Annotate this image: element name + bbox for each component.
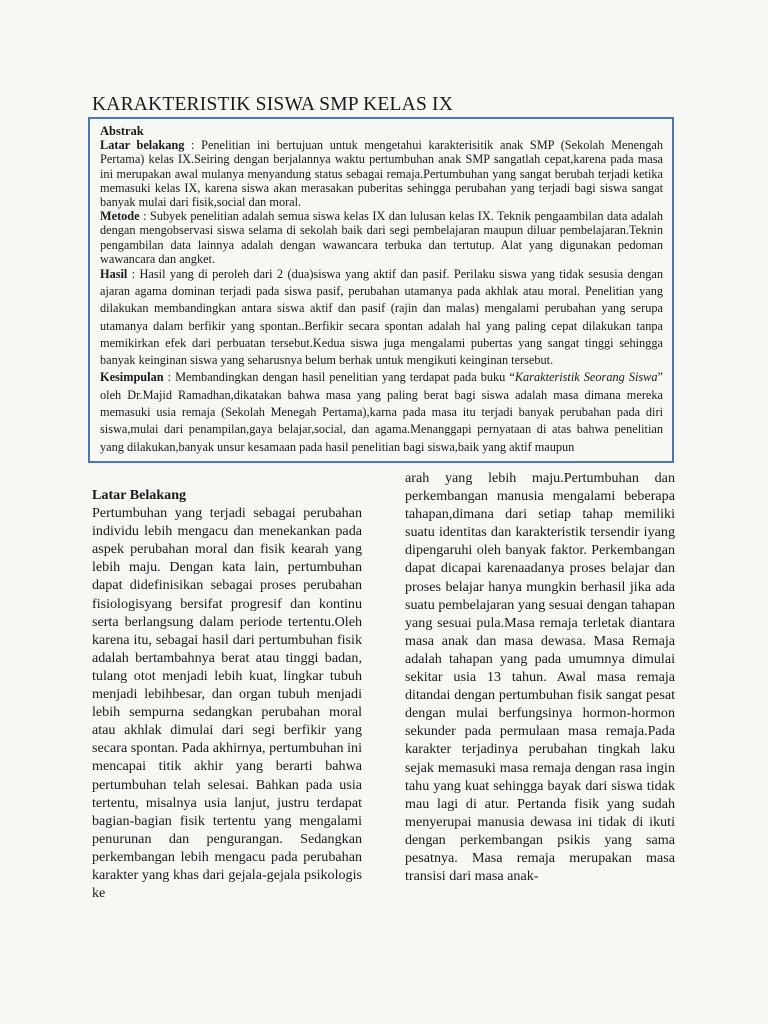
hasil-label: Hasil [100, 267, 128, 282]
abstract-hasil [100, 266, 663, 369]
right-column-text: arah yang lebih maju.Pertumbuhan dan perkembangan manusia mengalami beberapa tahapan,dimana dari setiap tahap memiliki suatu identitas dan karakteristik tersendir iyang dipengaruhi oleh banyak faktor. Perkembangan dapat dicapai karenaadanya proses belajar dan proses belajar hanya mungkin berhasil jika ada suatu pembelajaran yang sesuai dengan tahapan yang sesuai pula.Masa remaja terletak diantara masa anak dan masa dewasa. Masa Remaja adalah tahapan yang pada umumnya dimulai sekitar usia 13 tahun. Awal masa remaja ditandai dengan pertumbuhan fisik sangat pesat dengan mulai berfungsinya hormon-hormon sekunder pada permulaan masa remaja.Pada karakter terjadinya perubahan tingkah laku sejak memasuki masa remaja dengan rasa ingin tahu yang kuat sehingga bayak dari siswa tidak mau lagi di atur. Pertanda fisik yang sudah menyerupai manusia dewasa ini tidak di ikuti dengan perkembangan psikis yang sama pesatnya. Masa remaja merupakan masa transisi dari masa anak- [405, 470, 675, 885]
abstract-heading: Abstrak [100, 124, 144, 138]
abstract-metode [100, 209, 663, 266]
right-column [405, 469, 675, 919]
metode-text: : Subyek penelitian adalah semua siswa kelas IX dan lulusan kelas IX. Teknik pengaambilan data adalah dengan mengobservasi siswa selama di sekolah baik dari segi pembelajaran maupun diluar pembelajaran.Teknin pengambilan data lainnya adalah dengan wawancara terbuka dan tertutup. Alat yang digunakan pedoman wawancara dan angket. [100, 209, 663, 266]
kesimpulan-text-a: : Membandingkan dengan hasil penelitian yang terdapat pada buku “ [163, 370, 515, 385]
metode-label: Metode [100, 209, 140, 224]
abstract-latar-belakang [100, 138, 663, 209]
left-column [92, 486, 362, 920]
latar-belakang-text: : Penelitian ini bertujuan untuk mengetahui karakterisitik anak SMP (Sekolah Menengah Pertama) kelas IX.Seiring dengan berjalannya waktu pertumbuhan anak SMP sangatlah cepat,karena pada masa ini merupakan awal mulanya menyandung status sebagai remaja.Pertumbuhan yang sangat berubah terjadi ketika memasuki kelas IX, karena siswa akan merasakan puberitas sehingga perubahan yang terjadi bagi siswa sangat banyak mulai dari fisik,social dan moral. [100, 138, 663, 210]
kesimpulan-book-title: Karakteristik Seorang Siswa [514, 370, 658, 385]
section-heading-latar-belakang: Latar Belakang [92, 487, 187, 503]
kesimpulan-text-b: ” oleh Dr.Majid Ramadhan,dikatakan bahwa masa yang paling berat bagi siswa adalah masa dimana mereka memasuki usia remaja (Sekolah Menegah Pertama),karna pada masa itu terjadi banyak perubahan pada diri siswa,mulai dari penampilan,gaya belajar,social, dan agama.Menanggapi pernyataan di atas bahwa penelitian yang dilakukan,banyak unsur kesamaan pada hasil penelitian bagi siswa,baik yang aktif maupun [100, 370, 663, 454]
abstract-kesimpulan [100, 369, 663, 456]
left-column-text: Pertumbuhan yang terjadi sebagai perubahan individu lebih mengacu dan menekankan pada aspek perubahan moral dan fisik kearah yang lebih maju. Dengan kata lain, pertumbuhan dapat didefinisikan sebagai proses perubahan fisiologisyang bersifat progresif dan kontinu serta berlangsung dalam periode tertentu.Oleh karena itu, sebagai hasil dari pertumbuhan fisik adalah bertambahnya berat atau tinggi badan, tulang otot menjadi lebih kuat, lingkar tubuh menjadi lebihbesar, dan organ tubuh menjadi lebih sempurna sedangkan perubahan moral atau akhlak dimulai dari segi berfikir yang secara spontan. Pada akhirnya, pertumbuhan ini mencapai titik akhir yang berarti bahwa pertumbuhan telah selesai. Bahkan pada usia tertentu, misalnya usia lanjut, justru terdapat bagian-bagian fisik tertentu yang mengalami penurunan dan pengurangan. Sedangkan perkembangan lebih mengacu pada perubahan karakter yang khas dari gejala-gejala psikologis ke [92, 505, 362, 902]
page-title: KARAKTERISTIK SISWA SMP KELAS IX [92, 94, 454, 115]
hasil-text: : Hasil yang di peroleh dari 2 (dua)siswa yang aktif dan pasif. Perilaku siswa yang tidak sesusia dengan ajaran agama dominan terjadi pada siswa pasif, perubahan utamanya pada akhlak atau moral. Penelitian yang dilakukan membandingkan antara siswa aktif dan pasif (rajin dan malas) mengalami perubahan yang serupa utamanya dalam berfikir yang spontan..Berfikir secara spontan adalah hal yang paling cepat dilakukan tanpa memikirkan efek dari perbuatan tersebut.Kedua siswa juga mengalami pubertas yang sangat tinggi sehingga banyak keinginan siswa yang seharusnya belum berhak untuk mengikuti keinginan tersebut. [100, 267, 663, 368]
latar-belakang-label: Latar belakang [100, 138, 185, 153]
abstract-box [88, 117, 674, 463]
kesimpulan-label: Kesimpulan [100, 370, 164, 385]
